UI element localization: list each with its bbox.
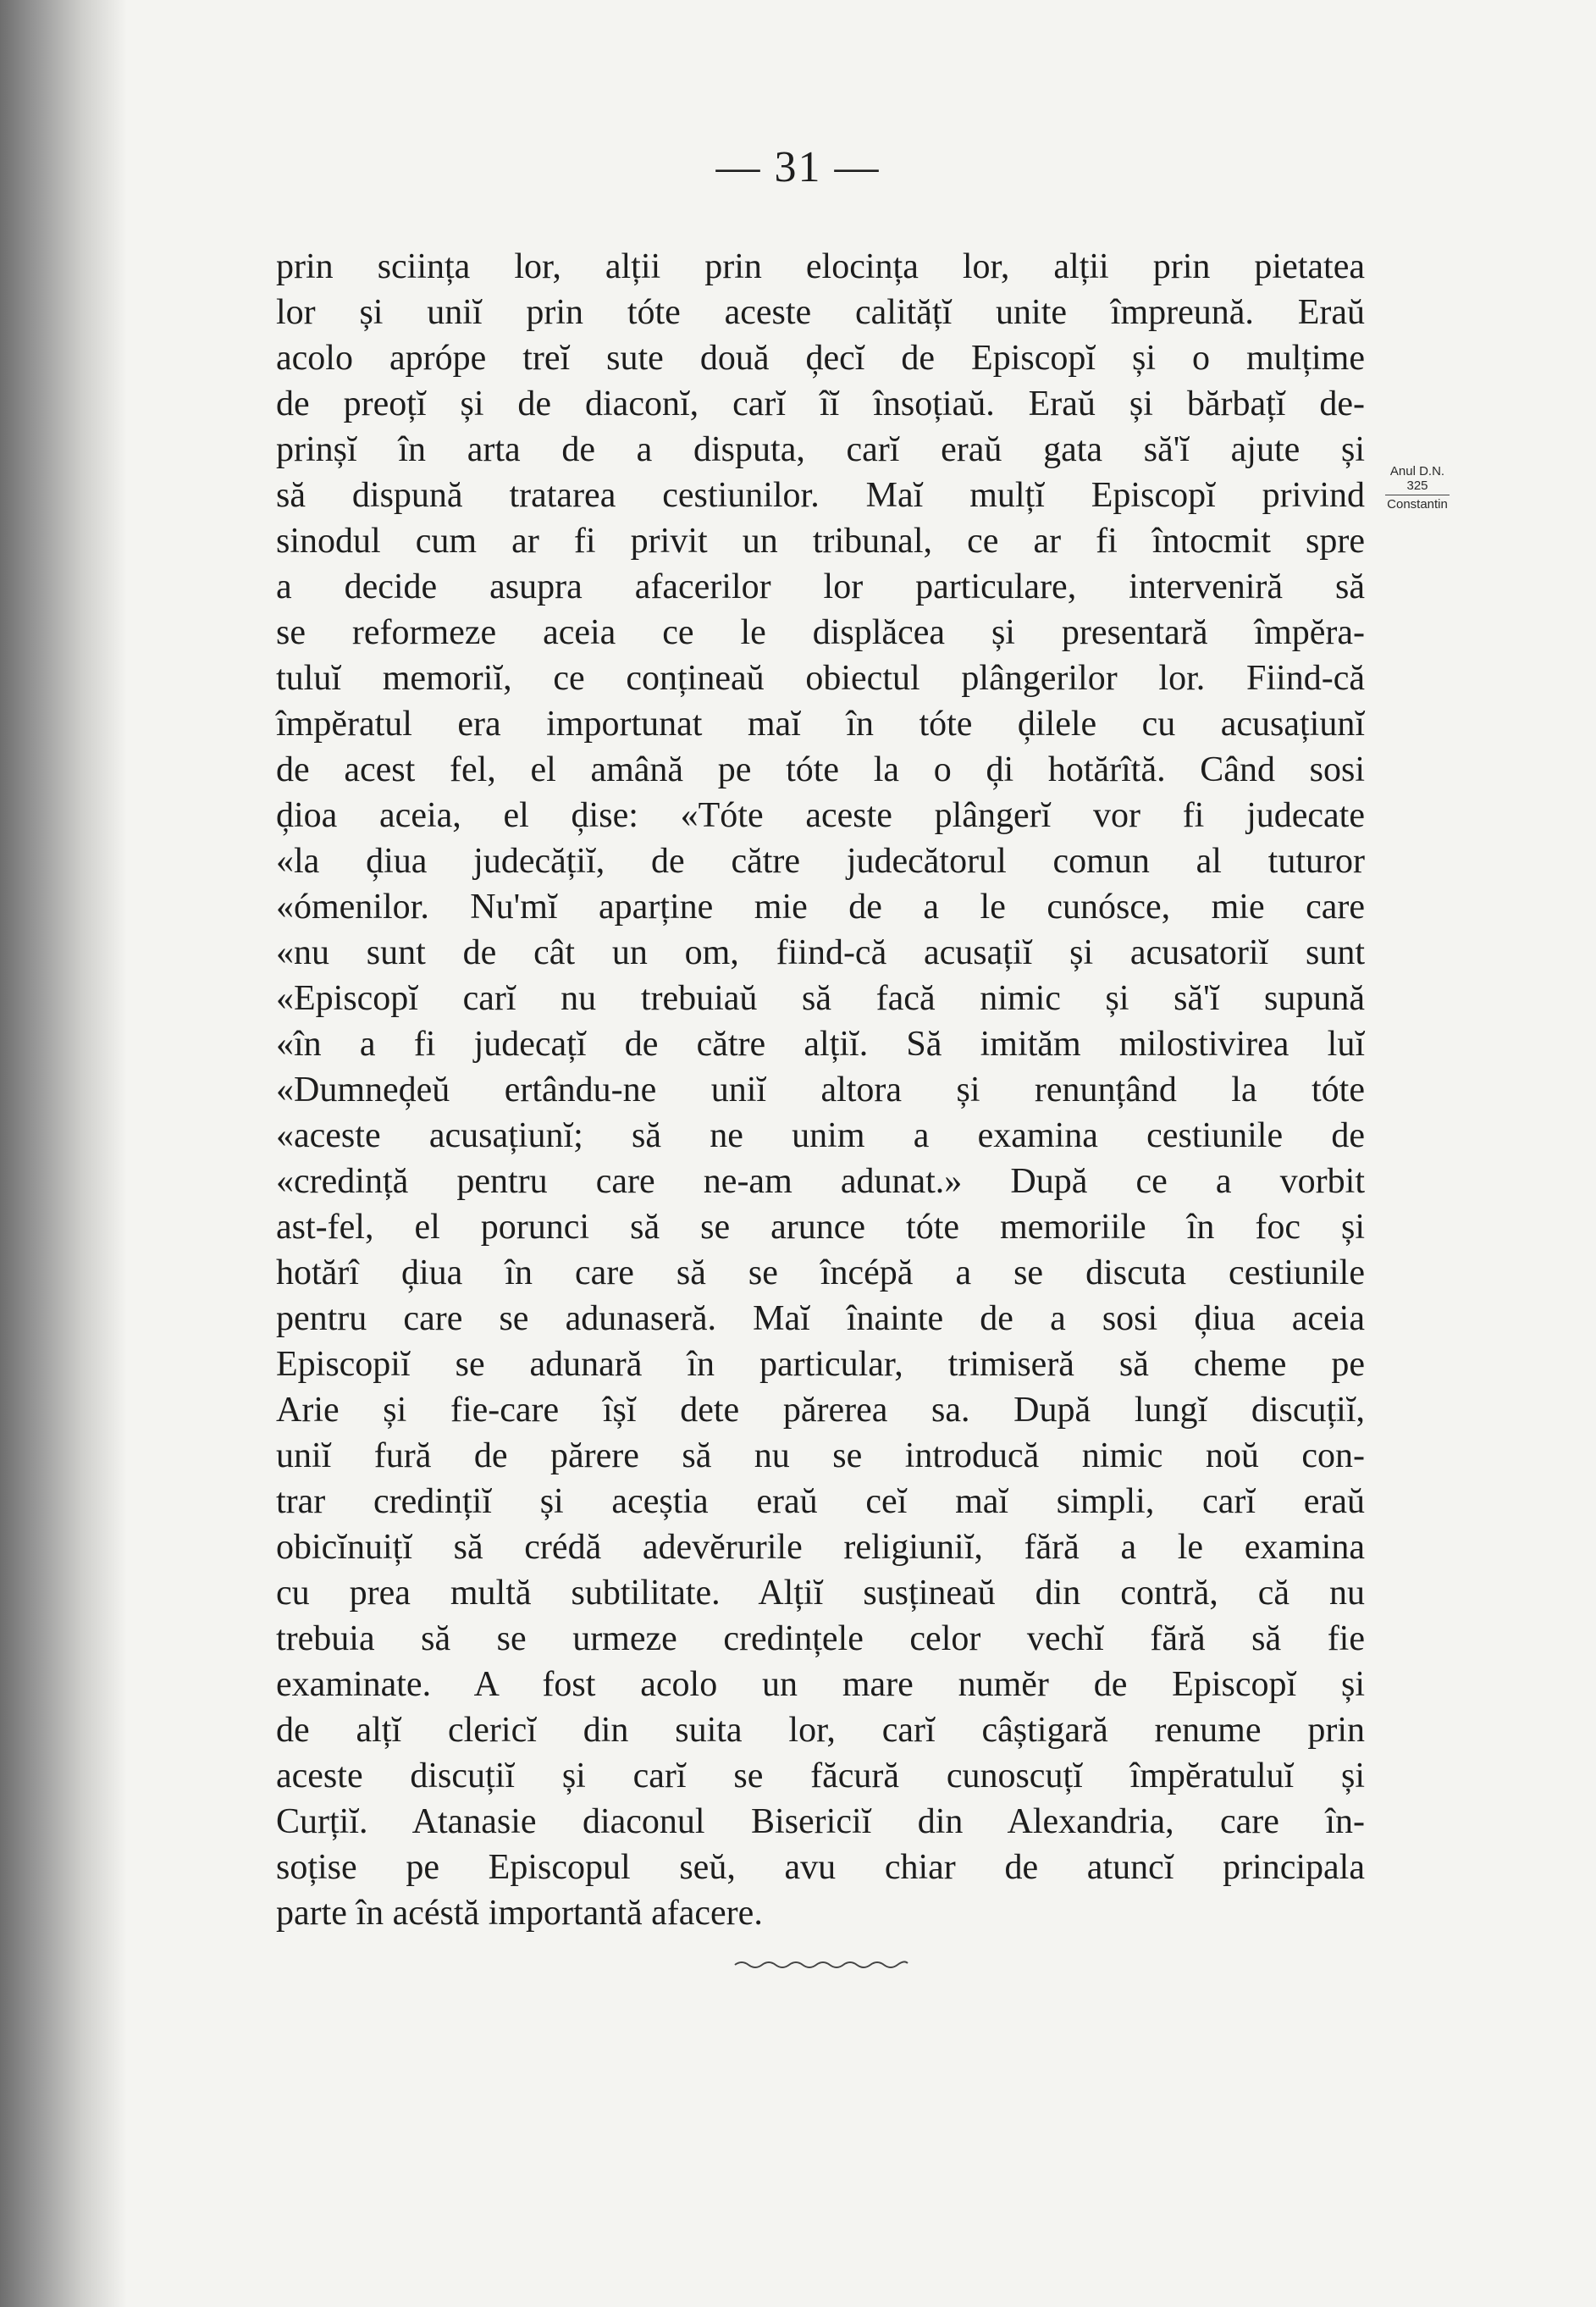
margin-note-year: 325 (1406, 479, 1428, 493)
text-line: trar credințiĭ și aceștia eraŭ ceĭ maĭ simpli, carĭ eraŭ (276, 1482, 1365, 1521)
text-line: ḑioa aceia, el ḑise: «Tóte aceste plângerĭ vor fi judecate (276, 796, 1365, 835)
text-line: cu prea multă subtilitate. Alțiĭ susțineaŭ din contră, că nu (276, 1574, 1365, 1613)
text-line: împĕratul era importunat maĭ în tóte ḑilele cu acusațiunĭ (276, 705, 1365, 744)
margin-note (1385, 464, 1450, 512)
text-line: prinșĭ în arta de a disputa, carĭ eraŭ gata să'ĭ ajute și (276, 430, 1365, 469)
text-line: hotărî ḑiua în care să se încépă a se discuta cestiunile (276, 1253, 1365, 1292)
decorative-wave-ornament (733, 1958, 909, 1972)
text-line: pentru care se adunaseră. Maĭ înainte de a sosi ḑiua aceia (276, 1299, 1365, 1338)
text-line: «Episcopĭ carĭ nu trebuiaŭ să facă nimic și să'ĭ supună (276, 979, 1365, 1018)
text-line: trebuia să se urmeze credințele celor vechĭ fără să fie (276, 1619, 1365, 1658)
text-line: uniĭ fură de părere să nu se introducă nimic noŭ con- (276, 1436, 1365, 1475)
text-line: «Dumneḑeŭ ertându-ne uniĭ altora și renunțând la tóte (276, 1071, 1365, 1109)
text-line: «ómenilor. Nu'mĭ aparține mie de a le cunósce, mie care (276, 888, 1365, 927)
text-line: de alțĭ clericĭ din suita lor, carĭ câștigară renume prin (276, 1711, 1365, 1750)
text-line: parte în acéstă importantă afacere. (276, 1894, 763, 1933)
text-line: tuluĭ memoriĭ, ce conțineaŭ obiectul plângerilor lor. Fiind-că (276, 659, 1365, 698)
text-line: acolo aprópe treĭ sute două ḑecĭ de Episcopĭ și o mulțime (276, 339, 1365, 378)
text-line: prin sciința lor, alții prin elocința lor, alții prin pietatea (276, 247, 1365, 286)
text-line: aceste discuțiĭ și carĭ se făcură cunoscuțĭ împĕratuluĭ și (276, 1757, 1365, 1795)
book-spine-shadow (0, 0, 127, 2307)
margin-note-year-label: Anul D.N. (1389, 464, 1445, 479)
text-line: de acest fel, el amână pe tóte la o ḑi hotărîtă. Când sosi (276, 750, 1365, 789)
text-line: soțise pe Episcopul seŭ, avu chiar de atuncĭ principala (276, 1848, 1365, 1887)
text-line: de preoțĭ și de diaconĭ, carĭ îĭ însoțiaŭ. Eraŭ și bărbațĭ de- (276, 384, 1365, 423)
text-line: «nu sunt de cât un om, fiind-că acusațiĭ și acusatoriĭ sunt (276, 933, 1365, 972)
text-line: «aceste acusațiunĭ; să ne unim a examina cestiunile de (276, 1116, 1365, 1155)
text-line: «credință pentru care ne-am adunat.» După ce a vorbit (276, 1162, 1365, 1201)
text-line: examinate. A fost acolo un mare numĕr de Episcopĭ și (276, 1665, 1365, 1704)
page-number: — 31 — (715, 143, 881, 191)
text-line: lor și uniĭ prin tóte aceste calitățĭ unite împreună. Eraŭ (276, 293, 1365, 332)
text-line: «în a fi judecațĭ de către alțiĭ. Să imităm milostivirea luĭ (276, 1025, 1365, 1064)
text-line: «la ḑiua judecățiĭ, de către judecătorul comun al tuturor (276, 842, 1365, 881)
body-text (276, 244, 1365, 1936)
text-line: se reformeze aceia ce le displăcea și presentară împĕra- (276, 613, 1365, 652)
text-line: Episcopiĭ se adunară în particular, trimiseră să cheme pe (276, 1345, 1365, 1384)
text-line: ast-fel, el porunci să se arunce tóte memoriile în foc și (276, 1208, 1365, 1247)
text-line: a decide asupra afacerilor lor particulare, interveniră să (276, 567, 1365, 606)
margin-note-name: Constantin (1387, 497, 1448, 512)
text-line: Curțiĭ. Atanasie diaconul Bisericiĭ din Alexandria, care în- (276, 1802, 1365, 1841)
text-line: să dispună tratarea cestiunilor. Maĭ mulțĭ Episcopĭ privind (276, 476, 1365, 515)
text-line: obicĭnuițĭ să crédă adevĕrurile religiuniĭ, fără a le examina (276, 1528, 1365, 1567)
text-line: sinodul cum ar fi privit un tribunal, ce ar fi întocmit spre (276, 522, 1365, 561)
text-line: Arie și fie-care îșĭ dete părerea sa. După lungĭ discuțiĭ, (276, 1391, 1365, 1430)
